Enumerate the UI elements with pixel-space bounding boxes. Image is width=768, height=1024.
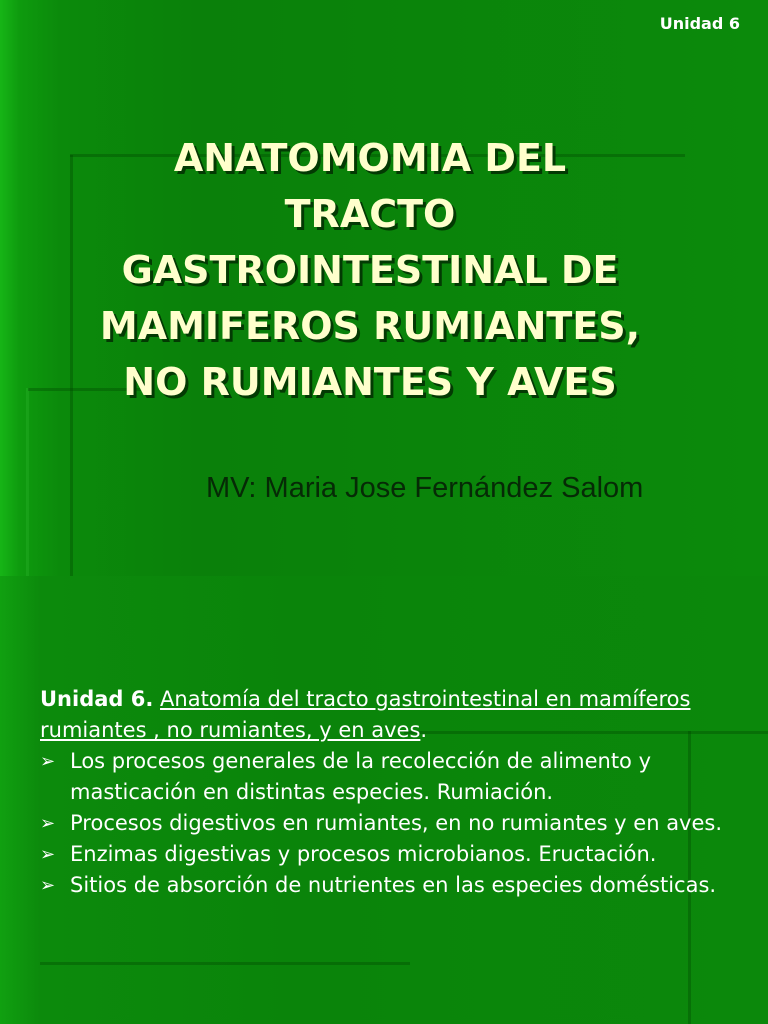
list-item-text: Procesos digestivos en rumiantes, en no rumiantes y en aves. xyxy=(70,811,723,835)
content-slide xyxy=(0,576,768,1024)
list-item-text: Enzimas digestivas y procesos microbianos. Eructación. xyxy=(70,842,657,866)
topic-list xyxy=(40,746,740,901)
decor-vertical-line-left xyxy=(26,388,29,576)
title-line: MAMIFEROS RUMIANTES, xyxy=(99,304,641,348)
title-line: NO RUMIANTES Y AVES xyxy=(123,360,617,404)
list-item-text: Los procesos generales de la recolección de alimento y masticación en distintas especies. Rumiación. xyxy=(70,749,652,804)
list-item-text: Sitios de absorción de nutrientes en las especies domésticas. xyxy=(70,873,717,897)
heading-unit-label: Unidad 6. xyxy=(40,687,154,711)
unit-tag: Unidad 6 xyxy=(659,14,740,33)
heading-topic: Anatomía del tracto gastrointestinal en mamíferos rumiantes , no rumiantes, y en aves xyxy=(40,687,691,742)
author-line: MV: Maria Jose Fernández Salom xyxy=(206,472,644,504)
list-item xyxy=(40,746,740,808)
list-item xyxy=(40,870,740,901)
title-line: TRACTO xyxy=(284,192,456,236)
list-item xyxy=(40,839,740,870)
arrow-bullet-icon: ➢ xyxy=(40,875,56,896)
arrow-bullet-icon: ➢ xyxy=(40,844,56,865)
arrow-bullet-icon: ➢ xyxy=(40,751,56,772)
title-line: GASTROINTESTINAL DE xyxy=(121,248,619,292)
slide-title xyxy=(70,130,670,410)
list-item xyxy=(40,808,740,839)
content-heading xyxy=(40,684,740,746)
title-line: ANATOMOMIA DEL xyxy=(173,136,567,180)
arrow-bullet-icon: ➢ xyxy=(40,813,56,834)
heading-tail: . xyxy=(420,718,428,742)
decor-horizontal-line-bottom xyxy=(40,962,410,965)
slide-content xyxy=(40,684,740,901)
